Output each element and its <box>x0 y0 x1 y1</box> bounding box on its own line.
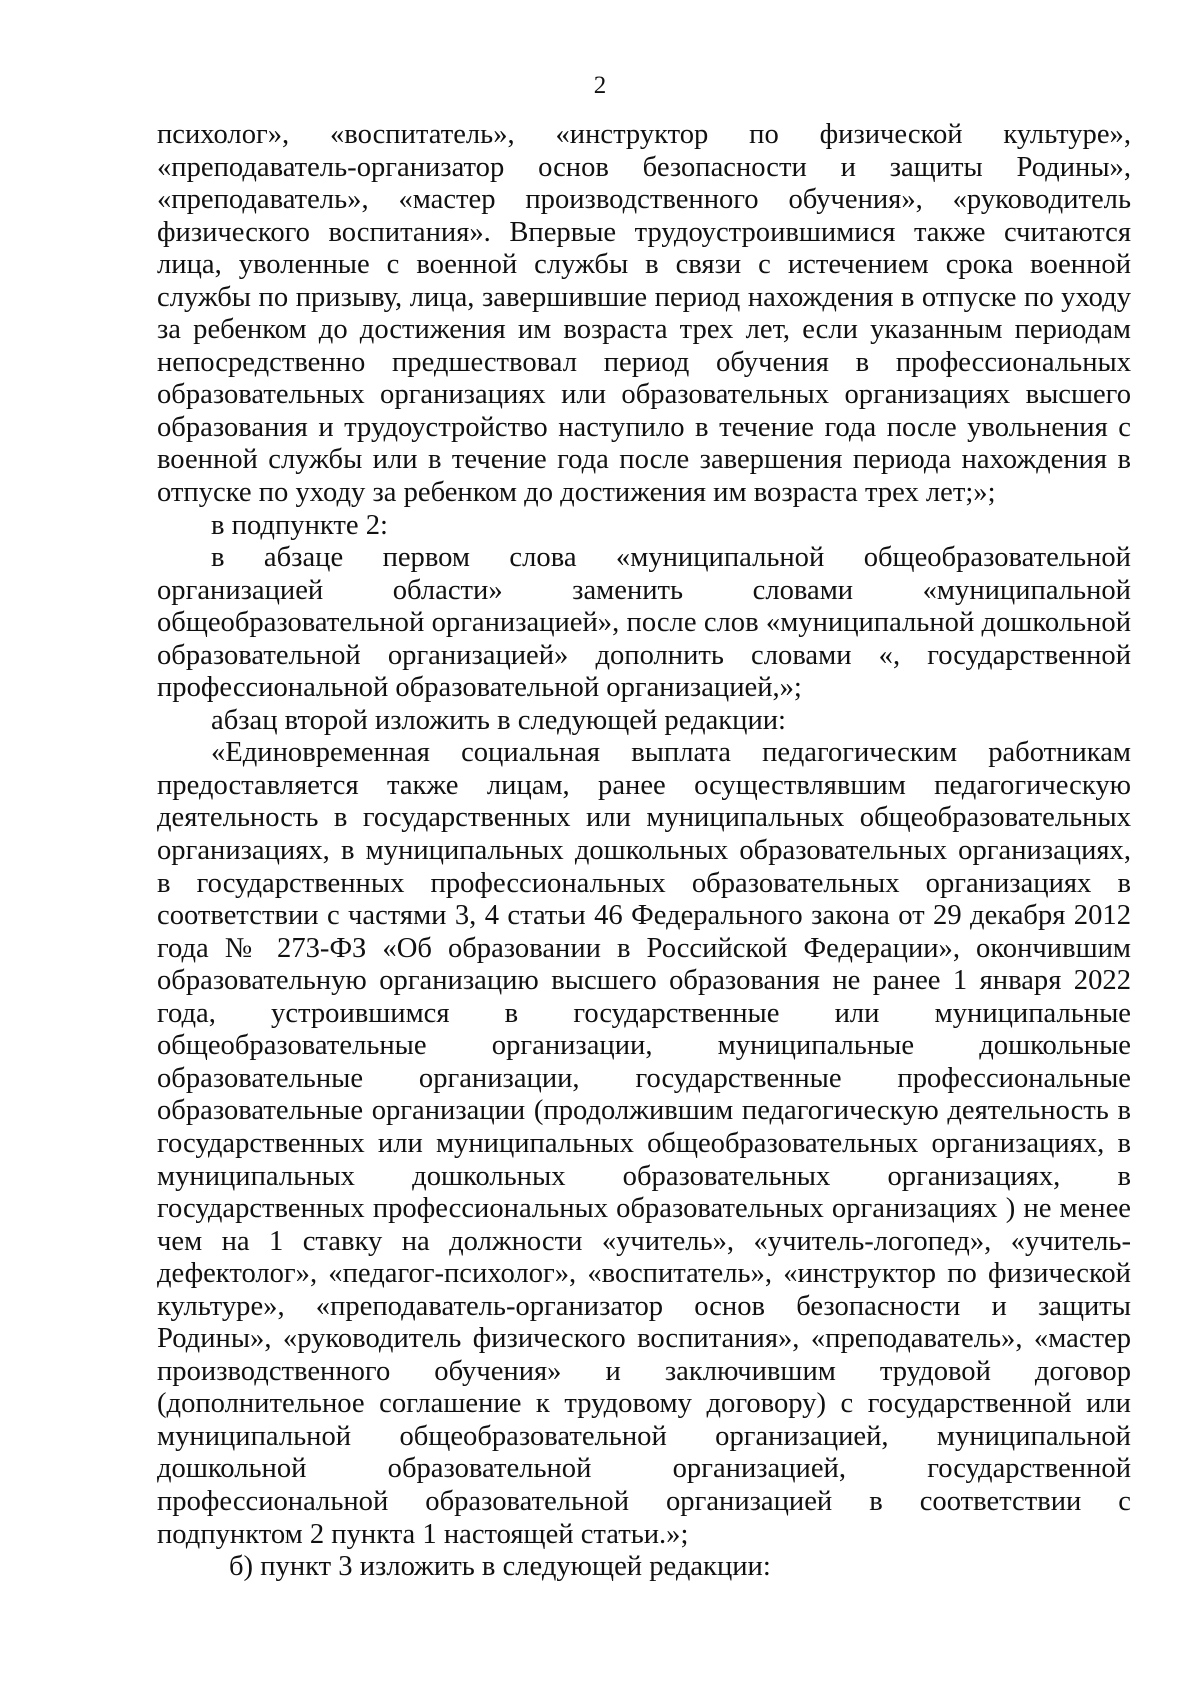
paragraph-second-abzac-intro: абзац второй изложить в следующей редакции: <box>211 704 787 736</box>
paragraph-point-3: б) пункт 3 изложить в следующей редакции: <box>229 1551 771 1583</box>
paragraph-continuation: психолог», «воспитатель», «инструктор по физической культуре», «преподаватель-организатор основ безопасности и защиты Родины», «преподаватель», «мастер производственного обучения», «руководитель физического воспитания». Впервые трудоустроившимися также считаются лица, уволенные с военной службы в связи с истечением срока военной службы по призыву, лица, завершившие период нахождения в отпуске по уходу за ребенком до достижения им возраста трех лет, если указанным периодам непосредственно предшествовал период обучения в профессиональных образовательных организациях или образовательных организациях высшего образования и трудоустройство наступило в течение года после увольнения с военной службы или в течение года после завершения периода нахождения в отпуске по уходу за ребенком до достижения им возраста трех лет;»; <box>157 119 1131 509</box>
paragraph-subpoint-2: в подпункте 2: <box>211 509 388 541</box>
page-number: 2 <box>593 72 607 99</box>
paragraph-new-wording: «Единовременная социальная выплата педагогическим работникам предоставляется также лицам, ранее осуществлявшим педагогическую деятельность в государственных или муниципальных общеобразовательных организациях, в муниципальных дошкольных образовательных организациях, в государственных профессиональных образовательных организациях в соответствии с частями 3, 4 статьи 46 Федерального закона от 29 декабря 2012 года № 273-ФЗ «Об образовании в Российской Федерации», окончившим образовательную организацию высшего образования не ранее 1 января 2022 года, устроившимся в государственные или муниципальные общеобразовательные организации, муниципальные дошкольные образовательные организации, государственные профессиональные образовательные организации (продолжившим педагогическую деятельность в государственных или муниципальных общеобразовательных организациях, в муниципальных дошкольных образовательных организациях, в государственных профессиональных образовательных организациях ) не менее чем на 1 ставку на должности «учитель», «учитель-логопед», «учитель-дефектолог», «педагог-психолог», «воспитатель», «инструктор по физической культуре», «преподаватель-организатор основ безопасности и защиты Родины», «руководитель физического воспитания», «преподаватель», «мастер производственного обучения» и заключившим трудовой договор (дополнительное соглашение к трудовому договору) с государственной или муниципальной общеобразовательной организацией, муниципальной дошкольной образовательной организацией, государственной профессиональной образовательной организацией в соответствии с подпунктом 2 пункта 1 настоящей статьи.»; <box>157 737 1131 1550</box>
paragraph-first-abzac: в абзаце первом слова «муниципальной общеобразовательной организацией области» заменить словами «муниципальной общеобразовательной организацией», после слов «муниципальной дошкольной образовательной организацией» дополнить словами «, государственной профессиональной образовательной организацией,»; <box>157 542 1131 704</box>
document-body <box>157 119 1131 1584</box>
